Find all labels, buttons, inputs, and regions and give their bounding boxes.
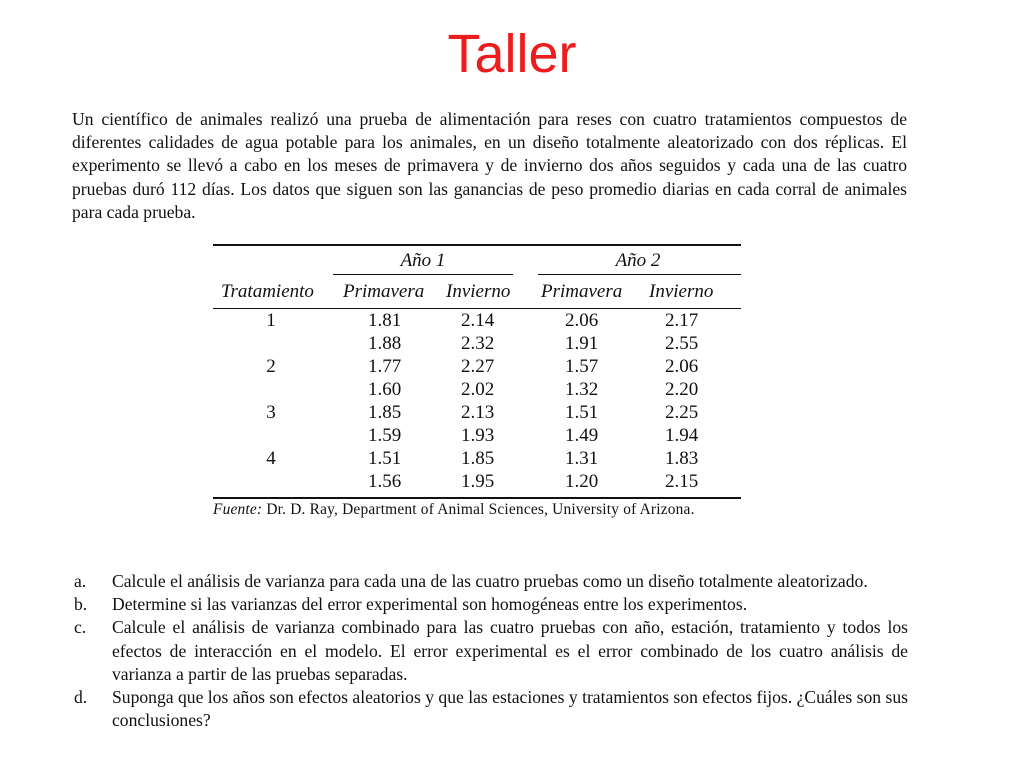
cell-invierno-year1: 1.85 — [461, 448, 495, 469]
year2-rule — [538, 274, 741, 275]
cell-invierno-year1: 2.13 — [461, 402, 495, 423]
question-item — [72, 616, 908, 686]
cell-primavera-year1: 1.85 — [368, 402, 402, 423]
question-text: Calcule el análisis de varianza combinado para las cuatro pruebas con año, estación, tratamiento y todos los efectos de interacción en el modelo. El error experimental es el error combinado de los cuatro análisis de varianza a partir de las pruebas separadas. — [112, 617, 908, 684]
cell-primavera-year2: 1.32 — [565, 379, 599, 400]
cell-invierno-year1: 1.93 — [461, 425, 495, 446]
question-label: c. — [74, 617, 87, 638]
cell-primavera-year1: 1.81 — [368, 310, 402, 331]
cell-primavera-year2: 1.31 — [565, 448, 599, 469]
table-source-note — [213, 499, 741, 521]
cell-primavera-year1: 1.51 — [368, 448, 402, 469]
year2-header: Año 2 — [615, 250, 661, 271]
table-row — [213, 309, 741, 332]
cell-tratamiento: 1 — [266, 310, 276, 331]
source-text: Dr. D. Ray, Department of Animal Sciences, University of Arizona. — [266, 501, 695, 518]
cell-invierno-year1: 2.27 — [461, 356, 495, 377]
cell-primavera-year2: 1.57 — [565, 356, 599, 377]
cell-invierno-year2: 2.17 — [665, 310, 699, 331]
cell-invierno-year2: 1.83 — [665, 448, 699, 469]
cell-invierno-year2: 2.06 — [665, 356, 699, 377]
cell-tratamiento: 3 — [266, 402, 276, 423]
cell-primavera-year1: 1.59 — [368, 425, 402, 446]
cell-primavera-year2: 1.91 — [565, 333, 599, 354]
cell-tratamiento: 4 — [266, 448, 276, 469]
table-row — [213, 355, 741, 378]
table-row — [213, 424, 741, 447]
intro-paragraph: Un científico de animales realizó una prueba de alimentación para reses con cuatro tratamientos compuestos de diferentes calidades de agua potable para los animales, en un diseño totalmente aleatorizado con dos réplicas. El experimento se llevó a cabo en los meses de primavera y de invierno dos años seguidos y cada una de las cuatro pruebas duró 112 días. Los datos que siguen son las ganancias de peso promedio diarias en cada corral de animales para cada prueba. — [72, 109, 907, 222]
header-primavera-year1: Primavera — [343, 281, 425, 302]
source-label: Fuente: — [213, 501, 263, 518]
cell-tratamiento: 2 — [266, 356, 276, 377]
cell-primavera-year2: 2.06 — [565, 310, 599, 331]
cell-invierno-year1: 1.95 — [461, 471, 495, 492]
question-text: Suponga que los años son efectos aleatorios y que las estaciones y tratamientos son efectos fijos. ¿Cuáles son sus conclusiones? — [112, 687, 908, 731]
question-label: d. — [74, 687, 88, 708]
year1-header: Año 1 — [400, 250, 446, 271]
table-row — [213, 332, 741, 355]
cell-invierno-year1: 2.32 — [461, 333, 495, 354]
cell-primavera-year1: 1.77 — [368, 356, 402, 377]
question-text: Calcule el análisis de varianza para cada una de las cuatro pruebas como un diseño totalmente aleatorizado. — [112, 571, 868, 591]
question-label: b. — [74, 594, 88, 615]
cell-invierno-year2: 2.20 — [665, 379, 699, 400]
table-body — [213, 309, 741, 493]
year1-rule — [333, 274, 513, 275]
cell-primavera-year2: 1.51 — [565, 402, 599, 423]
cell-invierno-year1: 2.02 — [461, 379, 495, 400]
table-row — [213, 470, 741, 493]
table-row — [213, 378, 741, 401]
header-invierno-year1: Invierno — [446, 281, 511, 302]
cell-invierno-year2: 1.94 — [665, 425, 699, 446]
question-text: Determine si las varianzas del error experimental son homogéneas entre los experimentos. — [112, 594, 748, 615]
cell-invierno-year2: 2.55 — [665, 333, 699, 354]
header-invierno-year2: Invierno — [649, 281, 714, 302]
table-row — [213, 401, 741, 424]
cell-primavera-year1: 1.88 — [368, 333, 402, 354]
cell-primavera-year2: 1.20 — [565, 471, 599, 492]
question-item — [72, 593, 908, 616]
question-item — [72, 686, 908, 732]
cell-invierno-year1: 2.14 — [461, 310, 495, 331]
question-item — [72, 570, 908, 593]
header-primavera-year2: Primavera — [541, 281, 623, 302]
table-row — [213, 447, 741, 470]
cell-primavera-year2: 1.49 — [565, 425, 599, 446]
table-top-rule — [213, 244, 741, 246]
question-list — [72, 570, 908, 732]
cell-primavera-year1: 1.60 — [368, 379, 402, 400]
question-label: a. — [74, 571, 87, 591]
header-tratamiento: Tratamiento — [221, 281, 314, 302]
cell-primavera-year1: 1.56 — [368, 471, 402, 492]
cell-invierno-year2: 2.25 — [665, 402, 699, 423]
page-title: Taller — [447, 24, 577, 84]
cell-invierno-year2: 2.15 — [665, 471, 699, 492]
